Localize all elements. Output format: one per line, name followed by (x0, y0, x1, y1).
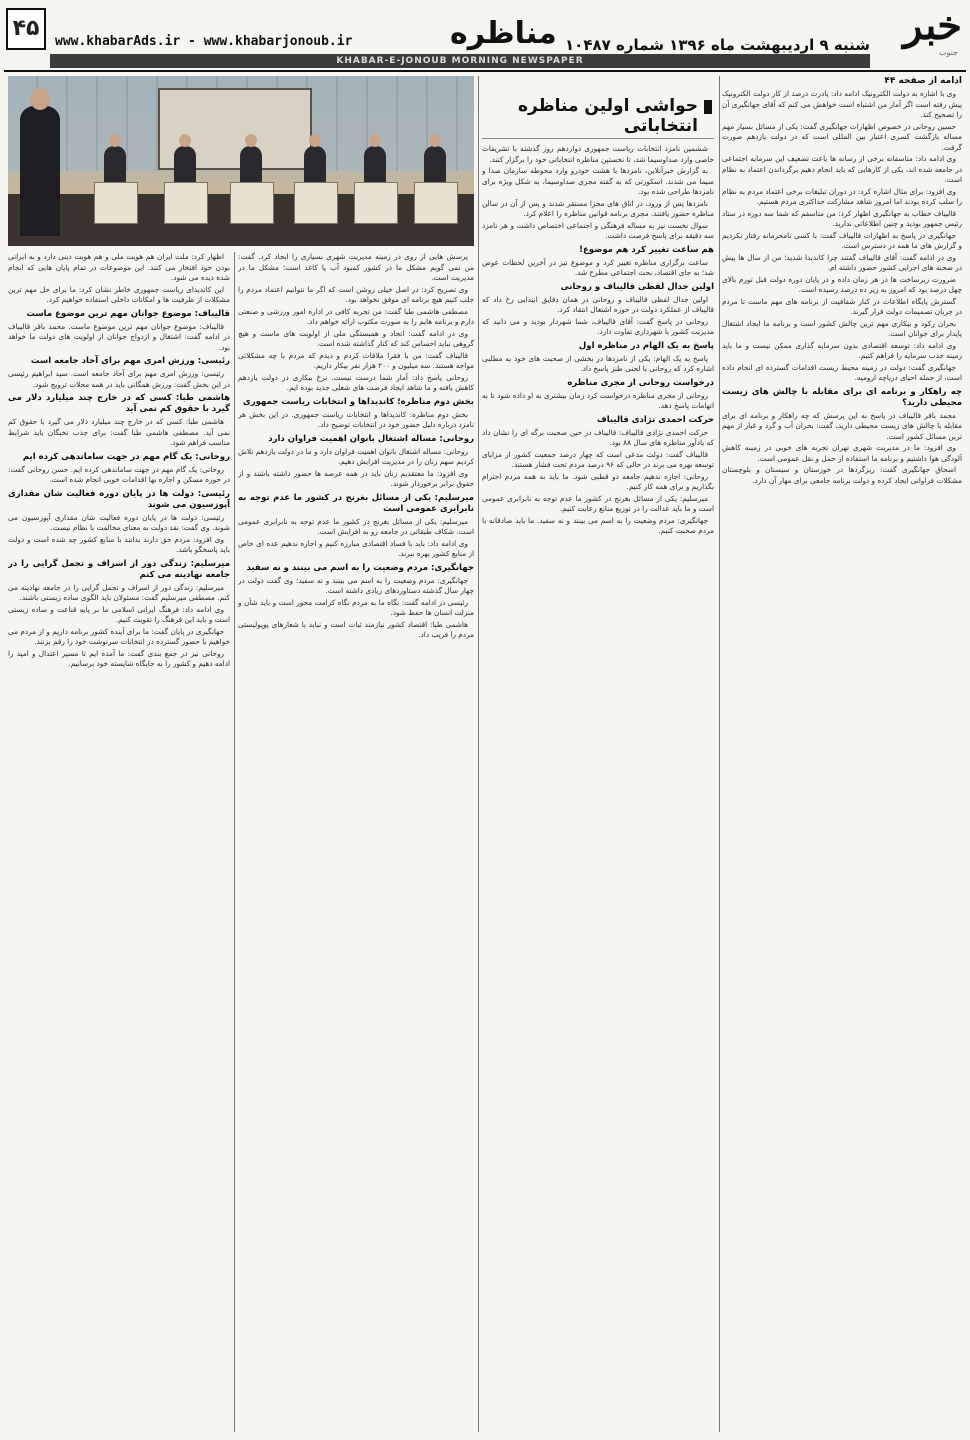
paragraph: وی افزود: ما معتقدیم زنان باید در همه عرصه ها حضور داشته باشند و از حقوق برابر برخوردار شوند. (238, 468, 474, 488)
paragraph: قالیباف گفت: دولت مدعی است که چهار درصد جمعیت کشور از مزایای توسعه بهره می برند در حالی که ۹۶ درصد مردم تحت فشار هستند. (482, 449, 714, 469)
paragraph: وی ادامه داد: فرهنگ ایرانی اسلامی ما بر پایه قناعت و ساده زیستی است و باید این فرهنگ را تقویت کنیم. (8, 604, 230, 624)
paragraph: رئیسی: ورزش امری مهم برای آحاد جامعه است. سید ابراهیم رئیسی در این بخش گفت: ورزش همگانی باید در همه محلات ترویج شود. (8, 369, 230, 389)
subhead: هم ساعت تغییر کرد هم موضوع! (579, 244, 714, 255)
paragraph: میرسلیم: زندگی دور از اسراف و تجمل گرایی را در جامعه نهادینه می کنم. مصطفی میرسلیم گفت: مسئولان باید الگوی ساده زیستی باشند. (8, 582, 230, 602)
subhead: پاسخ به یک الهام در مناظره اول (578, 340, 714, 351)
headline-box (482, 76, 714, 139)
column-b (482, 144, 714, 1432)
continued-label: ادامه از صفحه ۴۴ (884, 76, 962, 86)
photo-candidate (424, 146, 446, 186)
paragraph: وی با اشاره به دولت الکترونیک ادامه داد: پادرت درصد از کار دولت الکترونیک پیش رفته است اگر آمار من اشتباه است خواهش می کنم که آقای جهانگیری آن را تصحیح کند. (722, 89, 962, 119)
paragraph: جهانگیری در پاسخ به اظهارات قالیباف گفت: با کسی نامحرمانه رفتار نکردیم و گزارش های ما همه در دسترس است. (722, 230, 962, 250)
paragraph: اسحاق جهانگیری گفت: ریزگردها در خوزستان و سیستان و بلوچستان مشکلات فراوانی ایجاد کرده و دولت برنامه جامعی برای مهار آن دارد. (722, 465, 962, 485)
paragraph: وی در ادامه گفت: اتحاد و همبستگی ملی از اولویت های ماست و هیچ گروهی نباید احساس کند که کنار گذاشته شده است. (238, 328, 474, 348)
paragraph: بحران رکود و بیکاری مهم ترین چالش کشور است و برنامه ما ایجاد اشتغال پایدار برای جوانان است. (722, 318, 962, 338)
masthead-rule (4, 70, 966, 72)
paragraph: اولین جدال لفظی قالیباف و روحانی در همان دقایق ابتدایی رخ داد که قالیباف از عملکرد دولت در حوزه اشتغال انتقاد کرد. (482, 294, 714, 314)
column-divider (478, 76, 479, 1432)
paragraph: وی ادامه داد: باید با فساد اقتصادی مبارزه کنیم و اجازه ندهیم عده ای خاص از منابع کشور بهره ببرند. (238, 538, 474, 558)
column-a (722, 76, 962, 1432)
paragraph: روحانی در پاسخ گفت: آقای قالیباف، شما شهردار بودید و می دانید که مدیریت کشور با شهرداری تفاوت دارد. (482, 316, 714, 336)
paragraph: وی ادامه داد: متاسفانه برخی از رسانه ها باعث تضعیف این سرمایه اجتماعی در جامعه شده اند، یکی از کارهایی که باید انجام دهیم برگرداندن اعتماد به نظام است. (722, 154, 962, 184)
masthead (0, 0, 970, 70)
paragraph: مصطفی هاشمی طبا گفت: من تجربه کافی در اداره امور ورزشی و صنعتی دارم و برنامه هایم را به صورت مکتوب ارائه خواهم داد. (238, 306, 474, 326)
photo-candidate (364, 146, 386, 186)
subhead: میرسلیم: یکی از مسائل بغرنج در کشور ما عدم توجه به نابرابری عمومی است (238, 492, 474, 514)
paragraph: میرسلیم: یکی از مسائل بغرنج در کشور ما عدم توجه به نابرابری عمومی است. شکاف طبقاتی در جامعه رو به افزایش است. (238, 516, 474, 536)
paragraph: روحانی: یک گام مهم در جهت ساماندهی کرده ایم. حسن روحانی گفت: در حوزه مسکن و اجاره بها اقدامات خوبی انجام شده است. (8, 464, 230, 484)
paragraph: جهانگیری: مردم وضعیت را به اسم می بینند و نه سفید. ما باید صادقانه با مردم صحبت کنیم. (482, 515, 714, 535)
paragraph: پاسخ به یک الهام: یکی از نامزدها در بخشی از صحبت های خود به مطلبی اشاره کرد که روحانی با لحنی طنز پاسخ داد. (482, 353, 714, 373)
paragraph: ششمین نامزد انتخابات ریاست جمهوری دوازدهم روز گذشته با تشریفات خاصی وارد صداوسیما شد، تا نخستین مناظره انتخاباتی خود را برگزار کنند. (482, 144, 714, 164)
paragraph: حسین روحانی در خصوص اظهارات جهانگیری گفت: یکی از مسائل بسیار مهم مساله بازگشت کسری اعتبار بین المللی است که در دولت یازدهم صورت گرفت. (722, 121, 962, 152)
photo-podium (414, 182, 458, 224)
paragraph: وی تصریح کرد: در اصل خیلی روشن است که اگر ما نتوانیم اعتماد مردم را جلب کنیم هیچ برنامه ای موفق نخواهد بود. (238, 284, 474, 304)
date-issue: شنبه ۹ اردیبهشت ماه ۱۳۹۶ شماره ۱۰۴۸۷ (565, 36, 870, 54)
subhead: رئیسی: دولت ها در پایان دوره فعالیت شان مقداری آپوزسیون می شوند (8, 488, 230, 510)
paragraph: پرسش هایی از روی در زمینه مدیریت شهری بسیاری را ایجاد کرد. گفت: من نمی گویم مشکل ما در کشور کمبود آب یا کاغذ است؛ مشکل ما در مدیریت است. (238, 252, 474, 282)
subhead: میرسلیم: زندگی دور از اسراف و تجمل گرایی را در جامعه نهادینه می کنم (8, 558, 230, 580)
photo-podium (294, 182, 338, 224)
paragraph: نامزدها پس از ورود، در اتاق های مجزا مستقر شدند و پس از آن در سالن مناظره حضور یافتند. مجری برنامه قوانین مناظره را اعلام کرد. (482, 198, 714, 218)
paragraph: روحانی نیز در جمع بندی گفت: ما آمده ایم تا مسیر اعتدال و امید را ادامه دهیم و کشور را به جایگاه شایسته خود برسانیم. (8, 648, 230, 668)
paragraph: وی افزود: برای مثال اشاره کرد: در دوران تبلیغات برخی اعتماد مردم به نظام را سلب کرده بودند اما امروز شاهد مشارکت حداکثری مردم هستیم. (722, 186, 962, 206)
photo-podium (94, 182, 138, 224)
paragraph: جهانگیری: مردم وضعیت را به اسم می بینند و نه سفید؛ وی گفت دولت در چهار سال گذشته دستاوردهای زیادی داشته است. (238, 575, 474, 595)
paragraph: گسترش پایگاه اطلاعات در کنار شفافیت از برنامه های مهم ماست تا مردم در جریان تصمیمات دولت قرار گیرند. (722, 296, 962, 316)
paragraph: وی افزود: ما در مدیریت شهری تهران تجربه های خوبی در زمینه کاهش آلودگی هوا داشتیم و برنامه ما استفاده از حمل و نقل عمومی است. (722, 443, 962, 463)
paragraph: روحانی: مساله اشتغال بانوان اهمیت فراوان دارد و ما در دولت یازدهم تلاش کردیم سهم زنان را در مدیریت افزایش دهیم. (238, 446, 474, 466)
page-number: ۴۵ (6, 8, 46, 50)
paragraph: روحانی از مجری مناظره درخواست کرد زمان بیشتری به او داده شود تا به اتهامات پاسخ دهد. (482, 390, 714, 410)
paragraph: جهانگیری گفت: دولت در زمینه محیط زیست اقدامات گسترده ای انجام داده است، از جمله احیای دریاچه ارومیه. (722, 362, 962, 382)
column-divider (234, 252, 235, 1432)
logo-text: خبر (903, 2, 962, 49)
subhead: قالیباف: موضوع جوانان مهم ترین موضوع ماست (26, 308, 230, 319)
column-c (238, 252, 474, 1432)
photo-candidate (240, 146, 262, 186)
subhead: درخواست روحانی از مجری مناظره (567, 377, 714, 388)
subhead: اولین جدال لفظی قالیباف و روحانی (560, 281, 714, 292)
photo-candidate (104, 146, 126, 186)
logo-sub: جنوب (938, 48, 958, 57)
paragraph: سوال نخست نیز به مساله فرهنگی و اجتماعی اختصاص داشت و هر نامزد سه دقیقه برای پاسخ فرصت داشت. (482, 220, 714, 240)
subhead: روحانی: مساله اشتغال بانوان اهمیت فراوان دارد (268, 433, 474, 444)
newspaper-logo (882, 2, 962, 64)
paragraph: ضرورت زیرساخت ها در هر زمان داده و در پایان دوره دولت قبل تورم بالای چهل درصد بود که امروز به زیر ده درصد رسیده است. (722, 274, 962, 294)
paragraph: روحانی: اجازه ندهیم جامعه دو قطبی شود. ما باید به همه مردم احترام بگذاریم و برای همه کار کنیم. (482, 471, 714, 491)
paragraph: وی ادامه داد: توسعه اقتصادی بدون سرمایه گذاری ممکن نیست و ما باید زمینه جذب سرمایه را فراهم کنیم. (722, 340, 962, 360)
subhead: بخش دوم مناظره؛ کاندیداها و انتخابات ریاست جمهوری (242, 396, 474, 407)
paragraph: وی افزود: مردم حق دارند بدانند با منابع کشور چه شده است و دولت باید پاسخگو باشد. (8, 534, 230, 554)
paragraph: قالیباف گفت: من با فقرا ملاقات کردم و دیدم که مردم با چه مشکلاتی مواجه هستند. سه میلیون و ۲۰۰ هزار نفر بیکار داریم. (238, 350, 474, 370)
paragraph: محمد باقر قالیباف در پاسخ به این پرسش که چه راهکار و برنامه ای برای مقابله با چالش های زیست محیطی دارید، گفت: بحران آب و گرد و غبار از مهم ترین مسائل کشور است. (722, 410, 962, 441)
subhead: جهانگیری: مردم وضعیت را به اسم می بینند و نه سفید (246, 562, 474, 573)
websites: www.khabarAds.ir - www.khabarjonoub.ir (55, 34, 353, 49)
paragraph: قالیباف خطاب به جهانگیری اظهار کرد: من متاسفم که شما سه دوره در ستاد رئیس جمهور بودید و چنین اطلاعاتی ندارید. (722, 208, 962, 228)
paragraph: جهانگیری در پایان گفت: ما برای آینده کشور برنامه داریم و از مردم می خواهیم با حضور گسترده در انتخابات سرنوشت خود را رقم بزنند. (8, 626, 230, 646)
paragraph: رئیسی: دولت ها در پایان دوره فعالیت شان مقداری آپوزسیون می شوند. وی گفت: نقد دولت به معنای مخالفت با نظام نیست. (8, 512, 230, 532)
subhead: حرکت احمدی نژادی قالیباف (596, 414, 714, 425)
masthead-band: KHABAR-E-JONOUB MORNING NEWSPAPER (50, 54, 870, 68)
section-title: مناظره (450, 16, 557, 51)
subhead: چه راهکار و برنامه ای برای مقابله با چالش های زیست محیطی دارید؟ (722, 386, 962, 408)
paragraph: رئیسی در ادامه گفت: نگاه ما به مردم نگاه کرامت محور است و باید شأن و منزلت انسان ها حفظ شود. (238, 597, 474, 617)
paragraph: هاشمی طبا: اقتصاد کشور نیازمند ثبات است و نباید با شعارهای پوپولیستی مردم را فریب داد. (238, 619, 474, 639)
subhead: هاشمی طبا: کسی که در خارج چند میلیارد دلار می گیرد با حقوق کم نمی آید (8, 393, 230, 414)
paragraph: میرسلیم: یکی از مسائل بغرنج در کشور ما عدم توجه به نابرابری عمومی است و ما باید عدالت را در توزیع منابع رعایت کنیم. (482, 493, 714, 513)
paragraph: ساعت برگزاری مناظره تغییر کرد و موضوع نیز در آخرین لحظات عوض شد؛ به جای اقتصاد، بحث اجتماعی مطرح شد. (482, 257, 714, 277)
subhead: رئیسی: ورزش امری مهم برای آحاد جامعه است (30, 356, 230, 366)
photo-moderator (20, 106, 60, 236)
paragraph: اظهار کرد: ملت ایران هم هویت ملی و هم هویت دینی دارد و به ایرانی بودن خود افتخار می کنند. این موضوعات در تمام پایان هایی که انجام شده دیده می شود. (8, 252, 230, 282)
column-d (8, 252, 230, 1432)
paragraph: به گزارش خبرآنلاین، نامزدها با هشت خودرو وارد محوطه سازمان صدا و سیما می شدند. اسکورتی که به گفته مجری صداوسیما، به شکل ویژه برای نامزدها طراحی شده بود. (482, 166, 714, 196)
paragraph: هاشمی طبا: کسی که در خارج چند میلیارد دلار می گیرد با حقوق کم نمی آید. مصطفی هاشمی طبا گفت: برای جذب نخبگان باید شرایط مناسب فراهم شود. (8, 417, 230, 447)
headline-marker (704, 100, 712, 114)
debate-photo (8, 76, 474, 246)
photo-podium (164, 182, 208, 224)
paragraph: قالیباف: موضوع جوانان مهم ترین موضوع ماست. محمد باقر قالیباف در ادامه گفت: اشتغال و ازدواج جوانان از اولویت های دولت ما خواهد بود. (8, 321, 230, 352)
column-divider (719, 76, 720, 1432)
paragraph: حرکت احمدی نژادی قالیباف: قالیباف در حین صحبت برگه ای را نشان داد که یادآور مناظره های سال ۸۸ بود. (482, 427, 714, 447)
photo-podium (354, 182, 398, 224)
subhead: روحانی: یک گام مهم در جهت ساماندهی کرده ایم (22, 451, 230, 462)
headline: حواشی اولین مناظره انتخاباتی (518, 96, 698, 136)
paragraph: بخش دوم مناظره: کاندیداها و انتخابات ریاست جمهوری. در این بخش هر نامزد درباره دلیل حضور خود در انتخابات توضیح داد. (238, 409, 474, 429)
paragraph: وی در ادامه گفت: آقای قالیباف گفتند چرا کاندیدا شدید؛ من از سال ها پیش در صحنه های اجرایی کشور حضور داشته ام. (722, 252, 962, 272)
paragraph: روحانی پاسخ داد: آمار شما درست نیست. نرخ بیکاری در دولت یازدهم کاهش یافته و ما شاهد ایجاد فرصت های شغلی جدید بوده ایم. (238, 372, 474, 392)
paragraph: این کاندیدای ریاست جمهوری خاطر نشان کرد: ما برای حل مهم ترین مشکلات از ظرفیت ها و امکانات داخلی استفاده خواهیم کرد. (8, 284, 230, 304)
photo-candidate (304, 146, 326, 186)
photo-podium (230, 182, 274, 224)
photo-candidate (174, 146, 196, 186)
